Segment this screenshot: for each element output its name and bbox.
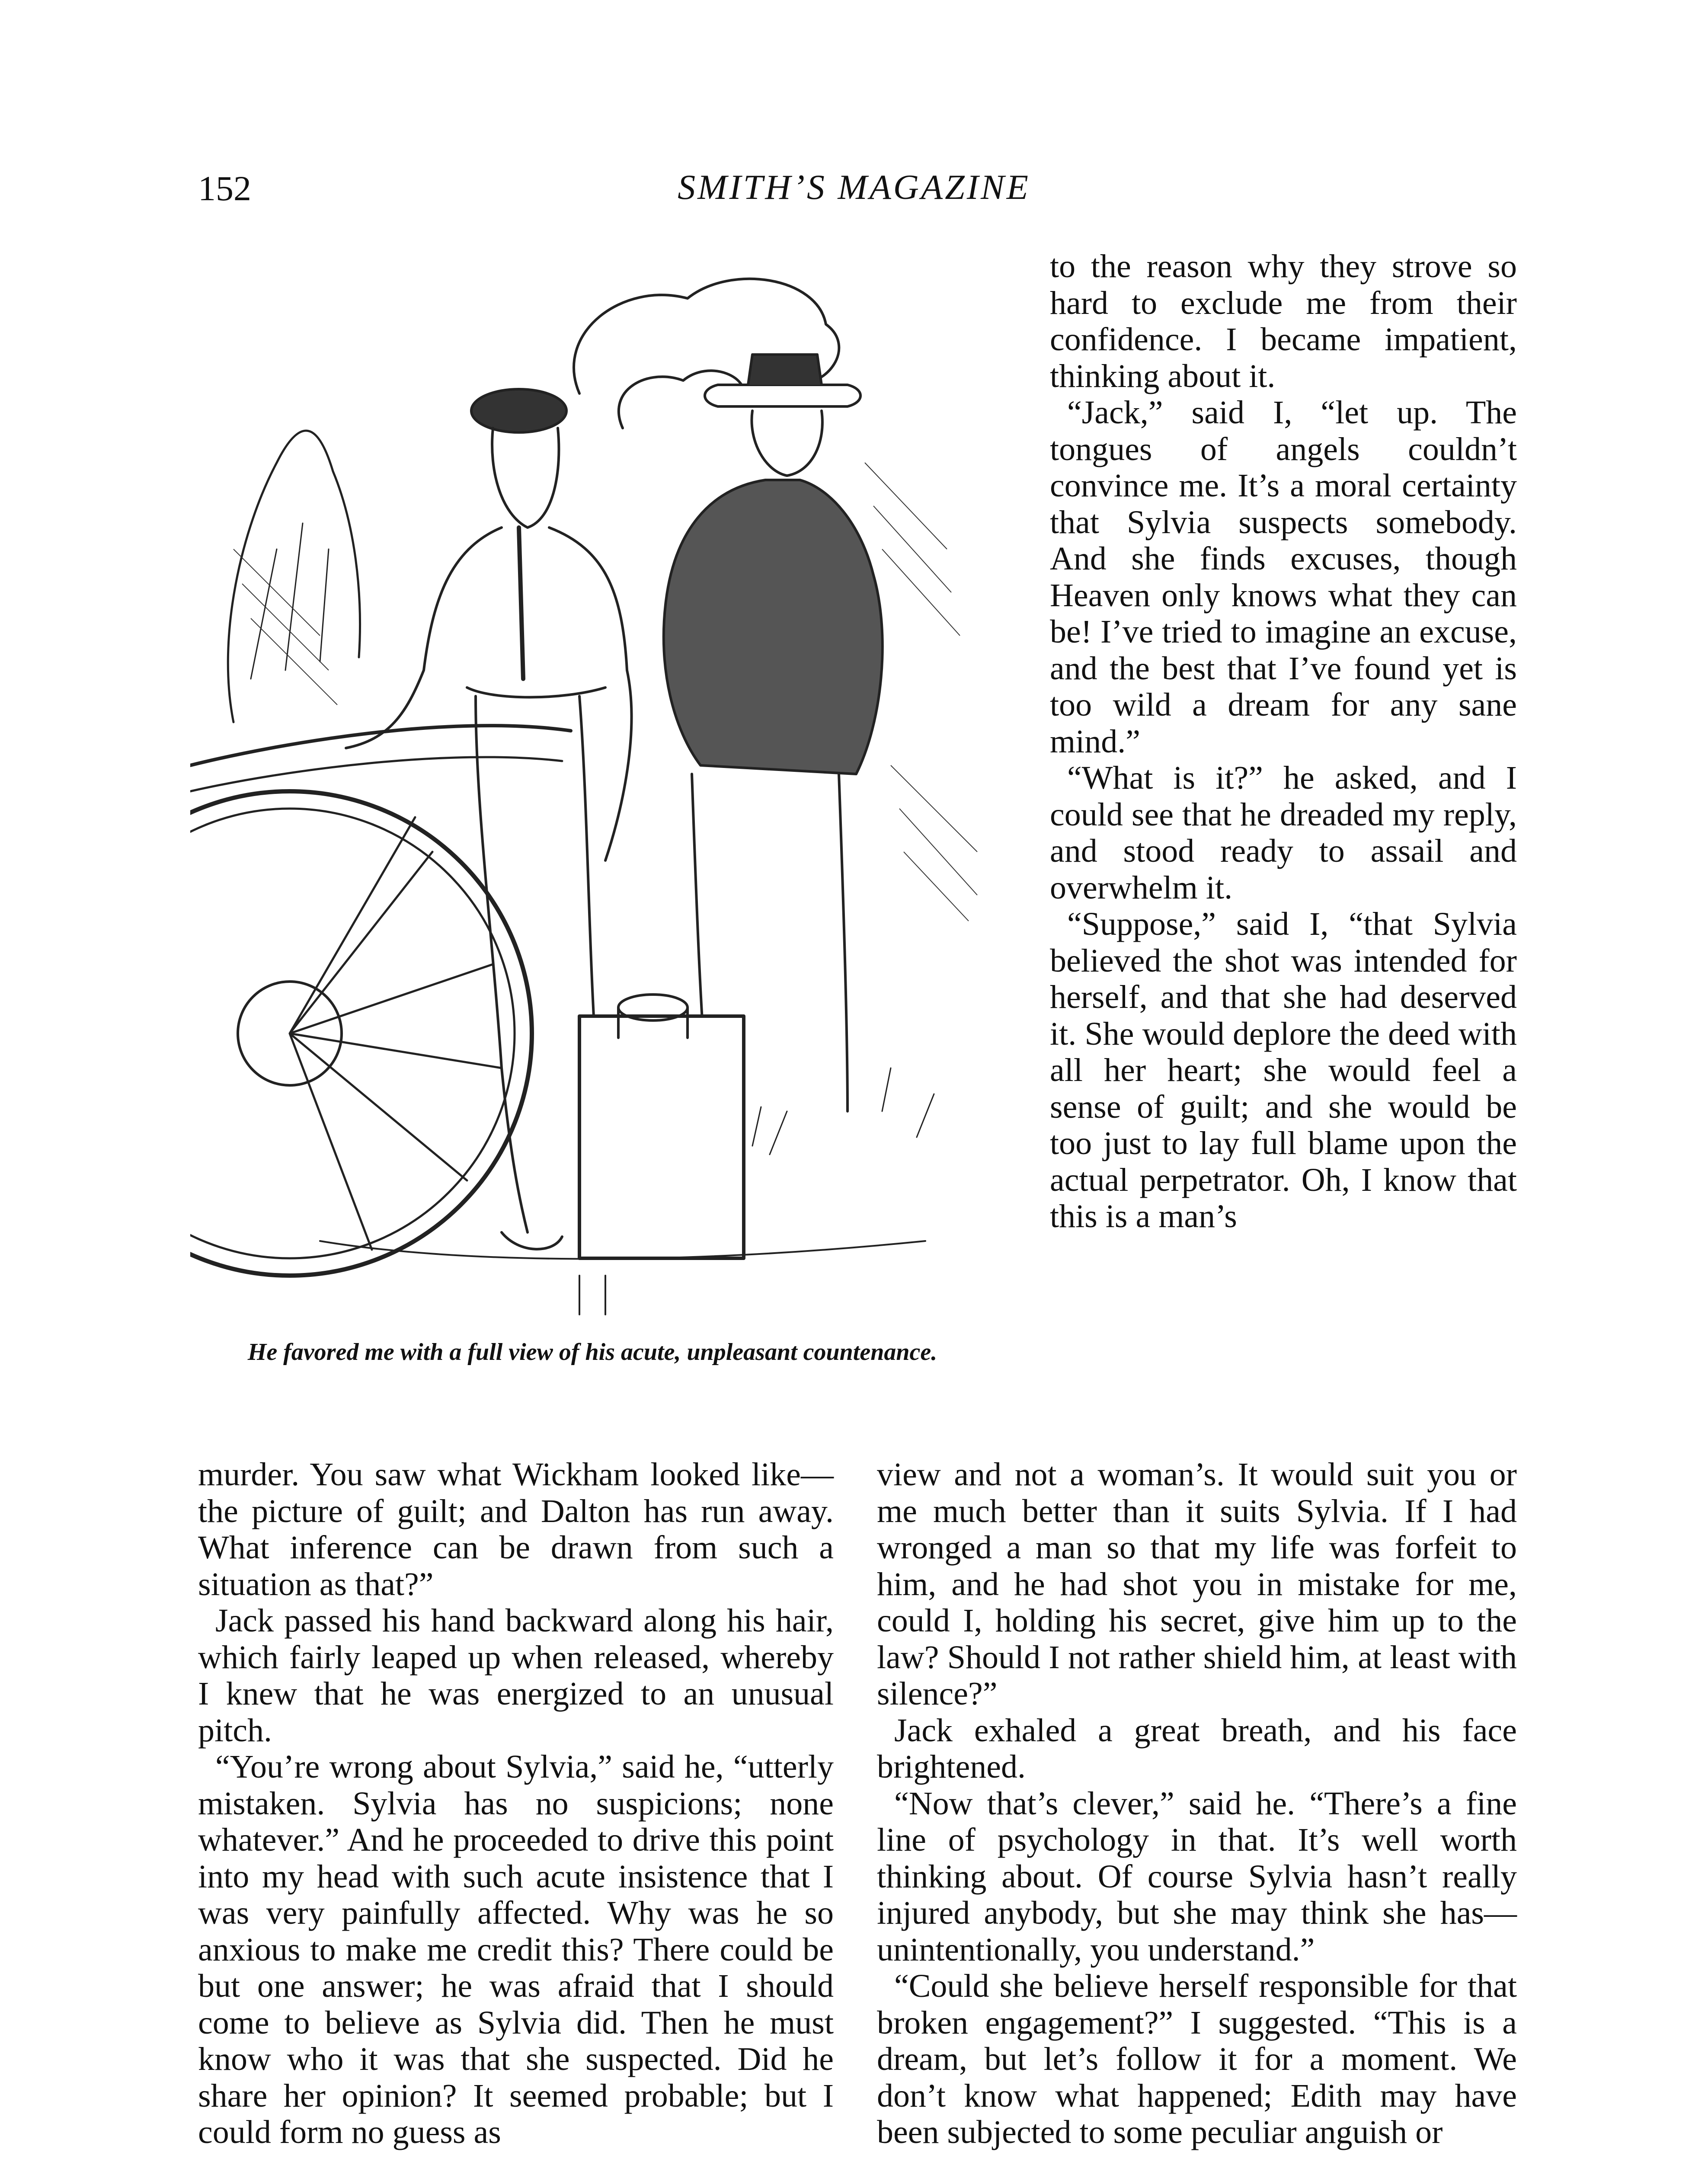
paragraph: “Now that’s clever,” said he. “There’s a fine line of psychology in that. It’s well worth thinking about. Of course Sylvia hasn’t really injured anybody, but she may think she has—unintentionally, you understand.” xyxy=(877,1785,1517,1968)
illustration-caption: He favored me with a full view of his acute, unpleasant countenance. xyxy=(247,1339,937,1366)
paragraph: murder. You saw what Wickham looked like—the picture of guilt; and Dalton has run away. What inference can be drawn from such a situation as that?” xyxy=(198,1456,834,1602)
paragraph: to the reason why they strove so hard to exclude me from their confidence. I became impatient, thinking about it. xyxy=(1050,248,1517,394)
paragraph: “What is it?” he asked, and I could see that he dreaded my reply, and stood ready to assail and overwhelm it. xyxy=(1050,760,1517,906)
paragraph: Jack passed his hand backward along his hair, which fairly leaped up when released, whereby I knew that he was energized to an unusual pitch. xyxy=(198,1602,834,1749)
paragraph: “Jack,” said I, “let up. The tongues of angels couldn’t convince me. It’s a moral certainty that Sylvia suspects somebody. And she finds excuses, though Heaven only knows what they can be! I’ve tried to imagine an excuse, and the best that I’ve found yet is too wild a dream for any sane mind.” xyxy=(1050,394,1517,760)
story-illustration xyxy=(190,246,1012,1319)
paragraph: Jack exhaled a great breath, and his face brightened. xyxy=(877,1712,1517,1785)
column-left-bottom xyxy=(198,1456,834,2151)
paragraph: “Suppose,” said I, “that Sylvia believed the shot was intended for herself, and that she had deserved it. She would deplore the deed with all her heart; she would feel a sense of guilt; and she would be too just to lay full blame upon the actual perpetrator. Oh, I know that this is a man’s xyxy=(1050,906,1517,1235)
paragraph: view and not a woman’s. It would suit you or me much better than it suits Sylvia. If I had wronged a man so that my life was forfeit to him, and he had shot you in mistake for me, could I, holding his secret, give him up to the law? Should I not rather shield him, at least with silence?” xyxy=(877,1456,1517,1712)
paragraph: “Could she believe herself responsible for that broken engagement?” I suggested. “This is a dream, but let’s follow it for a moment. We don’t know what happened; Edith may have been subjected to some peculiar anguish or xyxy=(877,1968,1517,2150)
column-right-top xyxy=(1050,248,1517,1235)
column-right-bottom xyxy=(877,1456,1517,2151)
running-head: SMITH’S MAGAZINE xyxy=(678,167,1030,207)
page-number: 152 xyxy=(198,169,251,208)
paragraph: “You’re wrong about Sylvia,” said he, “utterly mistaken. Sylvia has no suspicions; none whatever.” And he proceeded to drive this point into my head with such acute insistence that I was very painfully affected. Why was he so anxious to make me credit this? There could be but one answer; he was afraid that I should come to believe as Sylvia did. Then he must know who it was that she suspected. Did he share her opinion? It seemed probable; but I could form no guess as xyxy=(198,1749,834,2150)
